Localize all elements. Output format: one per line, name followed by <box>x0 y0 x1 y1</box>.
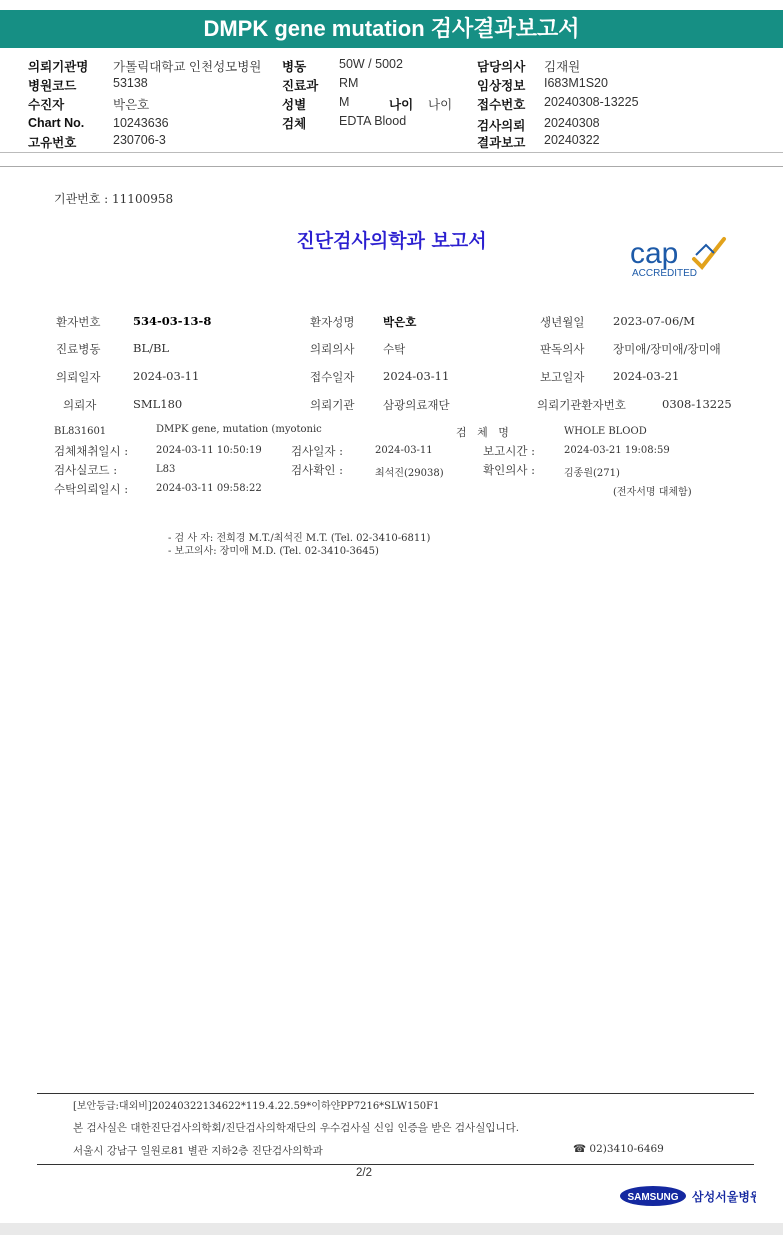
label-patient-name: 환자성명 <box>310 315 355 329</box>
value-clinical-info: I683M1S20 <box>544 76 608 90</box>
value-report-time: 2024-03-21 19:08:59 <box>564 445 670 456</box>
label-collection-time: 검체채취일시 : <box>54 444 129 458</box>
label-hospital-code: 병원코드 <box>28 79 77 93</box>
value-result-report: 20240322 <box>544 133 600 147</box>
staff-tester: - 검 사 자: 전희경 M.T./최석진 M.T. (Tel. 02-3410-6811) <box>168 533 431 544</box>
label-unique-no: 고유번호 <box>28 136 77 150</box>
label-physician: 담당의사 <box>477 60 526 74</box>
footer-bottom-rule <box>37 1164 754 1165</box>
label-result-report: 결과보고 <box>477 136 526 150</box>
footer-top-rule <box>37 1093 754 1094</box>
value-collection-time: 2024-03-11 10:50:19 <box>156 445 262 456</box>
cap-logo-text: cap <box>630 237 679 270</box>
page-bottom-strip <box>0 1223 783 1235</box>
label-report-date: 보고일자 <box>540 370 585 384</box>
label-requesting-org: 의뢰기관명 <box>28 60 89 74</box>
value-department: RM <box>339 76 359 90</box>
value-requesting-org: 가톨릭대학교 인천성모병원 <box>113 60 262 74</box>
lab-report-title: 진단검사의학과 보고서 <box>296 230 487 252</box>
label-ward: 병동 <box>282 60 307 74</box>
value-lab-code: L83 <box>156 464 176 475</box>
report-title-bar: DMPK gene mutation 검사결과보고서 <box>0 10 783 48</box>
value-entrust-time: 2024-03-11 09:58:22 <box>156 483 262 494</box>
value-requesting-institution: 삼광의료재단 <box>383 398 450 412</box>
label-patient: 수진자 <box>28 98 65 112</box>
value-physician: 김재원 <box>544 60 581 74</box>
label-ward-dept: 진료병동 <box>56 342 101 356</box>
cap-logo-subtext: ACCREDITED <box>632 268 698 279</box>
value-test-request: 20240308 <box>544 116 600 130</box>
label-department: 진료과 <box>282 79 319 93</box>
label-institution-patient-no: 의뢰기관환자번호 <box>537 398 626 412</box>
value-birth-date: 2023-07-06/M <box>613 314 695 328</box>
value-request-date: 2024-03-11 <box>133 369 200 383</box>
label-request-date: 의뢰일자 <box>56 370 101 384</box>
test-code: BL831601 <box>54 426 107 437</box>
value-sex: M <box>339 95 350 109</box>
samsung-wordmark: SAMSUNG <box>627 1192 679 1203</box>
lab-address: 서울시 강남구 일원로81 별관 지하2층 진단검사의학과 <box>73 1145 323 1157</box>
page-number: 2/2 <box>356 1167 372 1179</box>
value-specimen: EDTA Blood <box>339 114 407 128</box>
label-lab-code: 검사실코드 : <box>54 463 118 477</box>
header-divider-2 <box>0 166 783 167</box>
value-chart-no: 10243636 <box>113 116 169 130</box>
lab-phone: ☎ 02)3410-6469 <box>573 1143 664 1155</box>
label-age: 나이 <box>389 98 414 112</box>
label-test-confirm: 검사확인 : <box>291 463 343 477</box>
value-institution-patient-no: 0308-13225 <box>662 397 732 411</box>
hospital-name: 삼성서울병원 <box>692 1190 756 1204</box>
label-patient-no: 환자번호 <box>56 315 101 329</box>
label-requesting-institution: 의뢰기관 <box>310 398 355 412</box>
label-requester: 의뢰자 <box>63 398 97 412</box>
label-reading-doctor: 판독의사 <box>540 342 585 356</box>
label-confirm-doctor: 확인의사 : <box>483 463 535 477</box>
value-requesting-doctor: 수탁 <box>383 342 406 356</box>
label-test-date: 검사일자 : <box>291 444 343 458</box>
header-divider <box>0 152 783 153</box>
label-specimen: 검체 <box>282 117 307 131</box>
samsung-logo-graphic <box>620 1184 756 1208</box>
label-receipt-date: 접수일자 <box>310 370 355 384</box>
label-sex: 성별 <box>282 98 307 112</box>
value-report-date: 2024-03-21 <box>613 369 680 383</box>
certification-note: 본 검사실은 대한진단검사의학회/진단검사의학재단의 우수검사실 신임 인증을 받은 검사실입니다. <box>73 1122 520 1134</box>
label-test-request: 검사의뢰 <box>477 119 526 133</box>
value-receipt-date: 2024-03-11 <box>383 369 450 383</box>
value-requester: SML180 <box>133 397 183 411</box>
value-ward-dept: BL/BL <box>133 341 170 355</box>
label-birth-date: 생년월일 <box>540 315 585 329</box>
value-patient-no: 534-03-13-8 <box>133 314 212 328</box>
cap-accredited-logo <box>628 233 728 279</box>
value-ward: 50W / 5002 <box>339 57 403 71</box>
label-entrust-time: 수탁의뢰일시 : <box>54 482 129 496</box>
label-specimen-name: 검 체 명 <box>456 426 509 439</box>
value-patient: 박은호 <box>113 98 150 112</box>
cap-logo-graphic <box>628 233 728 279</box>
samsung-hospital-logo <box>620 1184 756 1208</box>
value-confirm-doctor: 김종원(271) <box>564 468 620 479</box>
value-patient-name: 박은호 <box>383 315 417 329</box>
value-test-date: 2024-03-11 <box>375 445 433 456</box>
value-reading-doctor: 장미애/장미애/장미애 <box>613 342 721 356</box>
value-test-confirm: 최석진(29038) <box>375 468 444 479</box>
org-number: 기관번호 : 11100958 <box>54 192 174 206</box>
label-chart-no: Chart No. <box>28 116 85 130</box>
label-report-time: 보고시간 : <box>483 444 535 458</box>
value-age: 나이 <box>428 98 453 112</box>
label-clinical-info: 임상정보 <box>477 79 526 93</box>
value-receipt-no: 20240308-13225 <box>544 95 639 109</box>
label-receipt-no: 접수번호 <box>477 98 526 112</box>
e-signature-note: (전자서명 대체함) <box>613 487 692 498</box>
value-unique-no: 230706-3 <box>113 133 166 147</box>
security-line: [보안등급:대외비]20240322134622*119.4.22.59*이하얀PP7216*SLW150F1 <box>73 1101 440 1112</box>
value-specimen-name: WHOLE BLOOD <box>564 426 647 437</box>
test-name: DMPK gene, mutation (myotonic <box>156 424 322 435</box>
value-hospital-code: 53138 <box>113 76 148 90</box>
label-requesting-doctor: 의뢰의사 <box>310 342 355 356</box>
staff-reporting-doctor: - 보고의사: 장미애 M.D. (Tel. 02-3410-3645) <box>168 546 379 557</box>
